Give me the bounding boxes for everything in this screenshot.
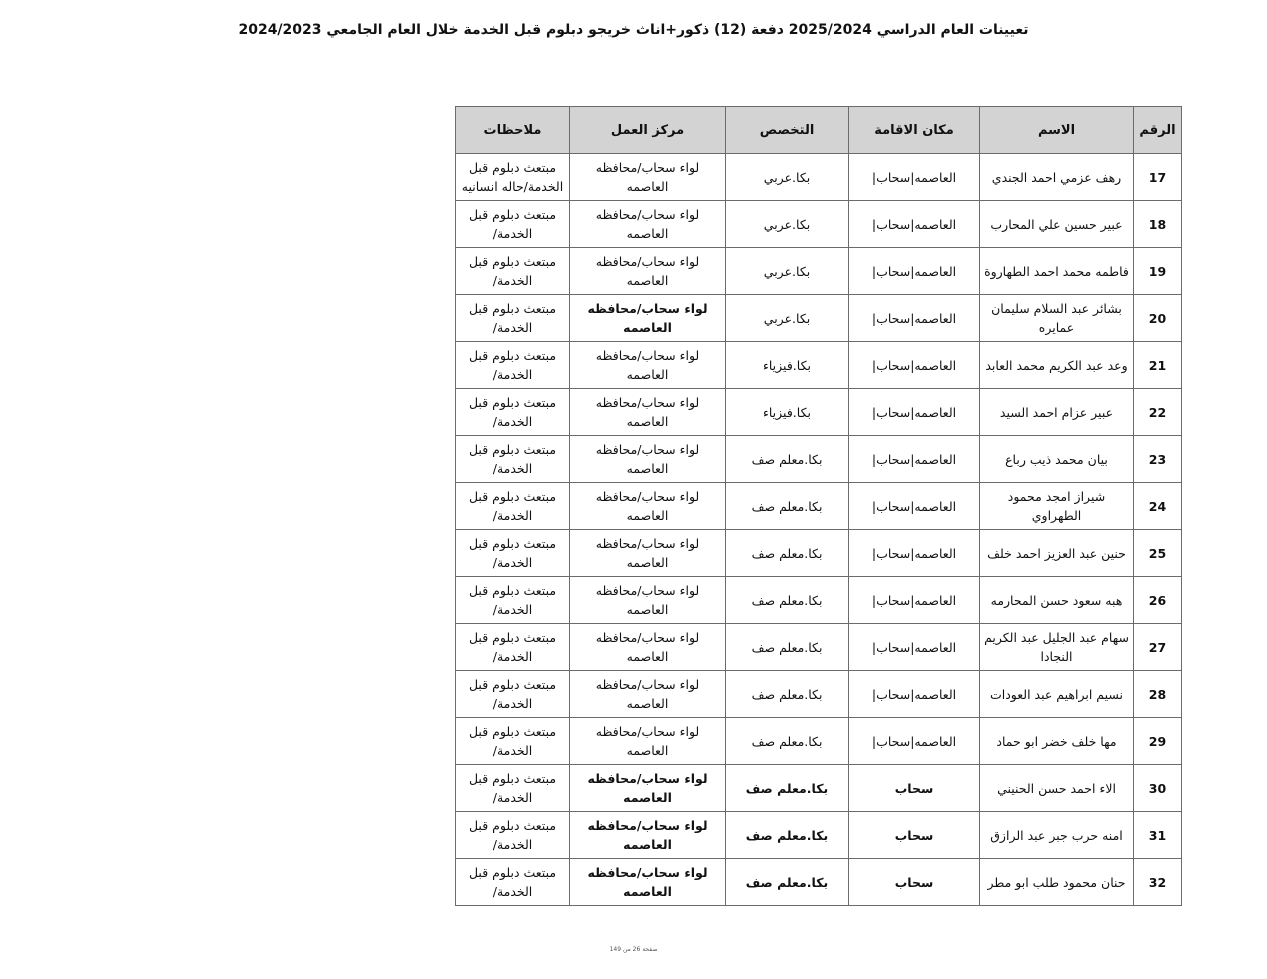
cell-residence: العاصمه|سحاب|: [849, 718, 980, 765]
cell-work-center: لواء سحاب/محافظه العاصمه: [570, 389, 726, 436]
cell-number: 19: [1134, 248, 1182, 295]
header-work-center: مركز العمل: [570, 107, 726, 154]
cell-name: امنه حرب جبر عبد الرازق: [980, 812, 1134, 859]
cell-work-center: لواء سحاب/محافظه العاصمه: [570, 859, 726, 906]
table-row: [456, 765, 1182, 812]
cell-number: 20: [1134, 295, 1182, 342]
cell-number: 22: [1134, 389, 1182, 436]
cell-notes: مبتعث دبلوم قبل الخدمة/: [456, 295, 570, 342]
cell-residence: سحاب: [849, 812, 980, 859]
page-footer: [0, 946, 1267, 953]
table-row: [456, 295, 1182, 342]
table-header-row: [456, 107, 1182, 154]
cell-notes: مبتعث دبلوم قبل الخدمة/: [456, 718, 570, 765]
cell-specialization: بكا.معلم صف: [726, 624, 849, 671]
table-row: [456, 154, 1182, 201]
table-row: [456, 624, 1182, 671]
cell-notes: مبتعث دبلوم قبل الخدمة/: [456, 436, 570, 483]
table-row: [456, 389, 1182, 436]
cell-work-center: لواء سحاب/محافظه العاصمه: [570, 483, 726, 530]
cell-work-center: لواء سحاب/محافظه العاصمه: [570, 577, 726, 624]
cell-work-center: لواء سحاب/محافظه العاصمه: [570, 436, 726, 483]
cell-residence: سحاب: [849, 765, 980, 812]
cell-work-center: لواء سحاب/محافظه العاصمه: [570, 671, 726, 718]
cell-name: حنان محمود طلب ابو مطر: [980, 859, 1134, 906]
cell-specialization: بكا.عربي: [726, 154, 849, 201]
table-row: [456, 342, 1182, 389]
cell-residence: العاصمه|سحاب|: [849, 295, 980, 342]
cell-residence: سحاب: [849, 859, 980, 906]
cell-name: عبير عزام احمد السيد: [980, 389, 1134, 436]
cell-name: عبير حسين علي المحارب: [980, 201, 1134, 248]
header-specialization: التخصص: [726, 107, 849, 154]
cell-work-center: لواء سحاب/محافظه العاصمه: [570, 765, 726, 812]
cell-specialization: بكا.فيزياء: [726, 342, 849, 389]
cell-specialization: بكا.فيزياء: [726, 389, 849, 436]
cell-residence: العاصمه|سحاب|: [849, 201, 980, 248]
cell-notes: مبتعث دبلوم قبل الخدمة/: [456, 624, 570, 671]
cell-work-center: لواء سحاب/محافظه العاصمه: [570, 154, 726, 201]
cell-notes: مبتعث دبلوم قبل الخدمة/: [456, 812, 570, 859]
cell-name: شيراز امجد محمود الطهراوي: [980, 483, 1134, 530]
cell-specialization: بكا.معلم صف: [726, 765, 849, 812]
cell-name: فاطمه محمد احمد الطهاروة: [980, 248, 1134, 295]
cell-notes: مبتعث دبلوم قبل الخدمة/: [456, 389, 570, 436]
cell-number: 18: [1134, 201, 1182, 248]
header-number: الرقم: [1134, 107, 1182, 154]
cell-notes: مبتعث دبلوم قبل الخدمة/: [456, 248, 570, 295]
cell-name: بيان محمد ذيب رباع: [980, 436, 1134, 483]
cell-name: نسيم ابراهيم عبد العودات: [980, 671, 1134, 718]
cell-specialization: بكا.معلم صف: [726, 859, 849, 906]
cell-residence: العاصمه|سحاب|: [849, 671, 980, 718]
cell-notes: مبتعث دبلوم قبل الخدمة/: [456, 859, 570, 906]
cell-notes: مبتعث دبلوم قبل الخدمة/: [456, 671, 570, 718]
cell-notes: مبتعث دبلوم قبل الخدمة/: [456, 201, 570, 248]
table-row: [456, 201, 1182, 248]
header-notes: ملاحظات: [456, 107, 570, 154]
cell-number: 28: [1134, 671, 1182, 718]
cell-name: هبه سعود حسن المحارمه: [980, 577, 1134, 624]
header-name: الاسم: [980, 107, 1134, 154]
cell-name: سهام عبد الجليل عبد الكريم النجادا: [980, 624, 1134, 671]
cell-notes: مبتعث دبلوم قبل الخدمة/: [456, 765, 570, 812]
cell-number: 30: [1134, 765, 1182, 812]
cell-notes: مبتعث دبلوم قبل الخدمة/: [456, 342, 570, 389]
table-row: [456, 248, 1182, 295]
cell-residence: العاصمه|سحاب|: [849, 483, 980, 530]
cell-specialization: بكا.معلم صف: [726, 483, 849, 530]
cell-number: 23: [1134, 436, 1182, 483]
table-row: [456, 859, 1182, 906]
cell-name: حنين عبد العزيز احمد خلف: [980, 530, 1134, 577]
cell-number: 21: [1134, 342, 1182, 389]
cell-notes: مبتعث دبلوم قبل الخدمة/حاله انسانيه: [456, 154, 570, 201]
cell-residence: العاصمه|سحاب|: [849, 577, 980, 624]
cell-specialization: بكا.معلم صف: [726, 671, 849, 718]
cell-name: رهف عزمي احمد الجندي: [980, 154, 1134, 201]
page-number: صفحة 26 من 149: [609, 946, 658, 953]
table-row: [456, 436, 1182, 483]
page-title: [0, 22, 1267, 38]
cell-name: بشائر عبد السلام سليمان عمايره: [980, 295, 1134, 342]
cell-name: وعد عبد الكريم محمد العابد: [980, 342, 1134, 389]
cell-work-center: لواء سحاب/محافظه العاصمه: [570, 342, 726, 389]
cell-specialization: بكا.عربي: [726, 295, 849, 342]
cell-work-center: لواء سحاب/محافظه العاصمه: [570, 530, 726, 577]
cell-number: 31: [1134, 812, 1182, 859]
table-row: [456, 671, 1182, 718]
cell-residence: العاصمه|سحاب|: [849, 342, 980, 389]
appointments-table: [455, 106, 1182, 906]
cell-work-center: لواء سحاب/محافظه العاصمه: [570, 201, 726, 248]
cell-work-center: لواء سحاب/محافظه العاصمه: [570, 812, 726, 859]
cell-number: 29: [1134, 718, 1182, 765]
cell-specialization: بكا.معلم صف: [726, 436, 849, 483]
cell-notes: مبتعث دبلوم قبل الخدمة/: [456, 530, 570, 577]
table-row: [456, 577, 1182, 624]
cell-notes: مبتعث دبلوم قبل الخدمة/: [456, 483, 570, 530]
cell-residence: العاصمه|سحاب|: [849, 248, 980, 295]
cell-residence: العاصمه|سحاب|: [849, 389, 980, 436]
table-row: [456, 718, 1182, 765]
cell-work-center: لواء سحاب/محافظه العاصمه: [570, 295, 726, 342]
cell-specialization: بكا.معلم صف: [726, 718, 849, 765]
cell-specialization: بكا.عربي: [726, 201, 849, 248]
cell-residence: العاصمه|سحاب|: [849, 436, 980, 483]
cell-number: 25: [1134, 530, 1182, 577]
cell-number: 27: [1134, 624, 1182, 671]
cell-number: 24: [1134, 483, 1182, 530]
cell-residence: العاصمه|سحاب|: [849, 154, 980, 201]
table-row: [456, 812, 1182, 859]
cell-specialization: بكا.عربي: [726, 248, 849, 295]
cell-number: 17: [1134, 154, 1182, 201]
cell-name: مها خلف خضر ابو حماد: [980, 718, 1134, 765]
cell-specialization: بكا.معلم صف: [726, 812, 849, 859]
cell-specialization: بكا.معلم صف: [726, 530, 849, 577]
cell-notes: مبتعث دبلوم قبل الخدمة/: [456, 577, 570, 624]
cell-number: 26: [1134, 577, 1182, 624]
page-title-text: تعيينات العام الدراسي 2025/2024 دفعة (12) ذكور+اناث خريجو دبلوم قبل الخدمة خلال العام الجامعي 2024/2023: [238, 22, 1029, 38]
cell-work-center: لواء سحاب/محافظه العاصمه: [570, 718, 726, 765]
cell-specialization: بكا.معلم صف: [726, 577, 849, 624]
table-row: [456, 483, 1182, 530]
cell-work-center: لواء سحاب/محافظه العاصمه: [570, 248, 726, 295]
cell-residence: العاصمه|سحاب|: [849, 530, 980, 577]
cell-number: 32: [1134, 859, 1182, 906]
cell-residence: العاصمه|سحاب|: [849, 624, 980, 671]
table-body: [456, 154, 1182, 906]
cell-name: الاء احمد حسن الحنيني: [980, 765, 1134, 812]
cell-work-center: لواء سحاب/محافظه العاصمه: [570, 624, 726, 671]
header-residence: مكان الاقامة: [849, 107, 980, 154]
table-row: [456, 530, 1182, 577]
